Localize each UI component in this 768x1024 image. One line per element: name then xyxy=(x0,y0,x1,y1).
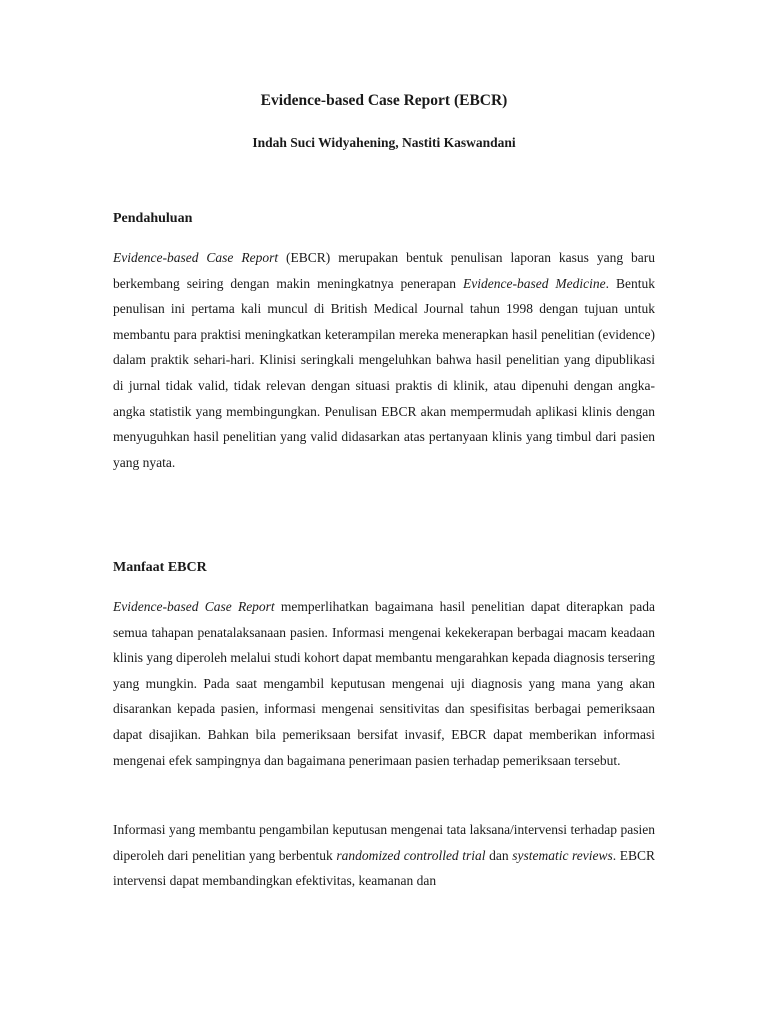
section-heading-pendahuluan: Pendahuluan xyxy=(113,211,193,226)
paragraph-text: memperlihatkan bagaimana hasil penelitian dapat diterapkan pada semua tahapan penatalaksanaan pasien. Informasi mengenai kekekerapan berbagai macam keadaan klinis yang diperoleh melalui studi kohort dapat membantu mengarahkan kepada diagnosis tersering yang mungkin. Pada saat mengambil keputusan mengenai uji diagnosis yang mana yang akan disarankan kepada pasien, informasi mengenai sensitivitas dan spesifisitas berbagai pemeriksaan dapat disajikan. Bahkan bila pemeriksaan bersifat invasif, EBCR dapat memberikan informasi mengenai efek sampingnya dan bagaimana penerimaan pasien terhadap pemeriksaan tersebut. xyxy=(113,599,655,768)
italic-term: systematic reviews xyxy=(512,847,613,863)
paragraph-manfaat-2 xyxy=(113,817,655,894)
italic-term: Evidence-based Medicine xyxy=(462,275,606,291)
paragraph-manfaat-1 xyxy=(113,594,655,773)
italic-term: Evidence-based Case Report xyxy=(113,599,275,614)
paragraph-text: (EBCR) merupakan bentuk penulisan laporan kasus yang baru berkembang seiring dengan makin meningkatnya penerapan xyxy=(113,250,655,291)
italic-term: randomized controlled trial xyxy=(336,847,486,863)
paragraph-text: dan xyxy=(485,847,513,863)
italic-term: Evidence-based Case Report xyxy=(113,250,279,265)
document-title: Evidence-based Case Report (EBCR) xyxy=(260,92,508,109)
paragraph-text: Informasi yang membantu pengambilan keputusan mengenai tata laksana/intervensi terhadap pasien diperoleh dari penelitian yang berbentuk xyxy=(113,822,655,863)
paragraph-pendahuluan xyxy=(113,245,655,475)
section-heading-manfaat: Manfaat EBCR xyxy=(113,560,207,575)
paragraph-text: . Bentuk penulisan ini pertama kali muncul di British Medical Journal tahun 1998 dengan tujuan untuk membantu para praktisi meningkatkan keterampilan mereka menerapkan hasil penelitian (evidence) dalam praktik sehari-hari. Klinisi seringkali mengeluhkan bahwa hasil penelitian yang dipublikasi di jurnal tidak valid, tidak relevan dengan situasi praktis di klinik, atau dipenuhi dengan angka-angka statistik yang membingungkan. Penulisan EBCR akan mempermudah aplikasi klinis dengan menyuguhkan hasil penelitian yang valid didasarkan atas pertanyaan klinis yang timbul dari pasien yang nyata. xyxy=(113,275,655,470)
paragraph-text: . EBCR intervensi dapat membandingkan efektivitas, keamanan dan xyxy=(113,847,655,889)
document-authors: Indah Suci Widyahening, Nastiti Kaswandani xyxy=(252,135,516,150)
